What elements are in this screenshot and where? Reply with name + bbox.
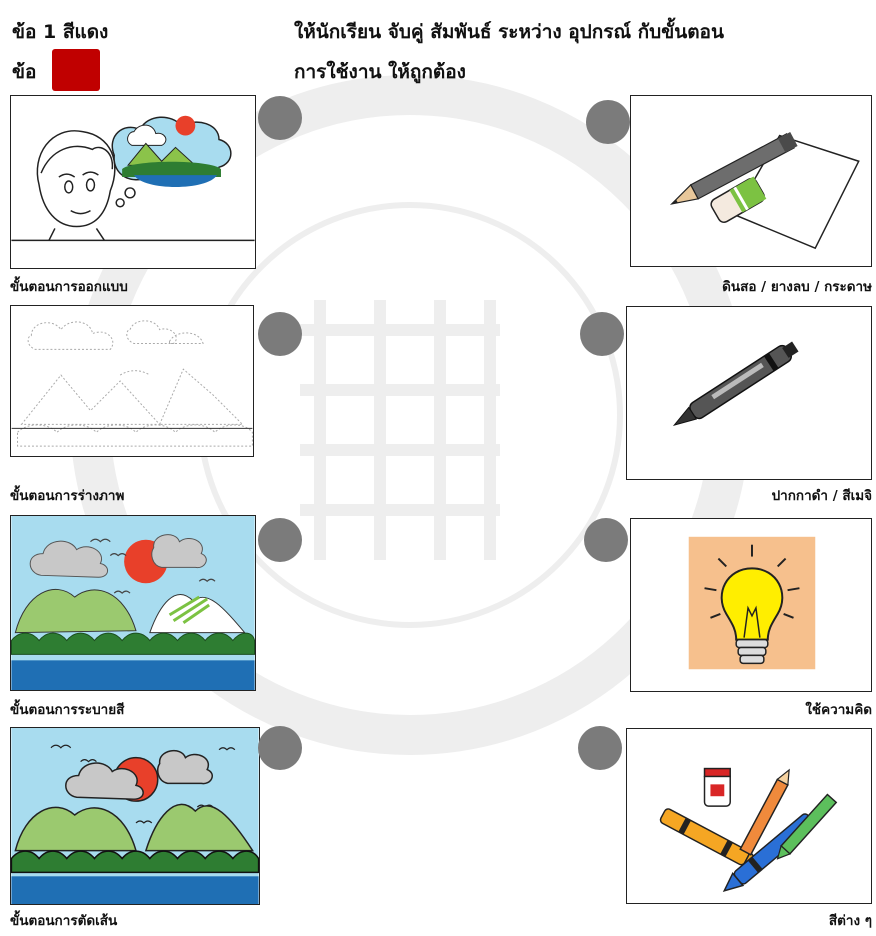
tool-3-connector-dot[interactable]	[584, 518, 628, 562]
tool-picture-light-bulb[interactable]	[630, 518, 872, 692]
tool-4-connector-dot[interactable]	[578, 726, 622, 770]
tool-3-caption: ใช้ความคิด	[805, 702, 872, 718]
step-1-caption: ขั้นตอนการออกแบบ	[10, 279, 128, 295]
tool-picture-pencil-eraser-paper[interactable]	[630, 95, 872, 267]
item-prefix: ข้อ	[12, 61, 37, 83]
step-picture-design[interactable]	[10, 95, 256, 269]
tool-1-caption: ดินสอ / ยางลบ / กระดาษ	[722, 279, 872, 295]
tool-2-connector-dot[interactable]	[580, 312, 624, 356]
light-bulb-picture	[631, 519, 871, 691]
step-picture-inking[interactable]	[10, 727, 260, 905]
boy-thinking-picture	[11, 96, 255, 268]
answer-color-swatch	[52, 49, 100, 91]
step-2-connector-dot[interactable]	[258, 312, 302, 356]
outlined-landscape-picture	[11, 728, 259, 904]
step-1-connector-dot[interactable]	[258, 96, 302, 140]
step-2-caption: ขั้นตอนการร่างภาพ	[10, 488, 125, 504]
step-4-connector-dot[interactable]	[258, 726, 302, 770]
tool-1-connector-dot[interactable]	[586, 100, 630, 144]
colored-landscape-picture	[11, 516, 255, 690]
pencil-eraser-paper-picture	[631, 96, 871, 266]
sketch-outline-picture	[11, 306, 253, 456]
tool-picture-crayons-paint[interactable]	[626, 728, 872, 904]
instruction-line-2: การใช้งาน ให้ถูกต้อง	[294, 61, 466, 83]
marker-pen-picture	[627, 307, 871, 479]
tool-picture-marker-pen[interactable]	[626, 306, 872, 480]
tool-2-caption: ปากกาดำ / สีเมจิ	[771, 488, 872, 504]
item-label: ข้อ 1 สีแดง	[12, 21, 109, 43]
tool-4-caption: สีต่าง ๆ	[828, 913, 872, 929]
step-picture-coloring[interactable]	[10, 515, 256, 691]
step-3-connector-dot[interactable]	[258, 518, 302, 562]
step-3-caption: ขั้นตอนการระบายสี	[10, 702, 125, 718]
instruction-line-1: ให้นักเรียน จับคู่ สัมพันธ์ ระหว่าง อุปกรณ์ กับขั้นตอน	[294, 21, 724, 43]
step-4-caption: ขั้นตอนการตัดเส้น	[10, 913, 118, 929]
step-picture-sketch[interactable]	[10, 305, 254, 457]
crayons-paint-picture	[627, 729, 871, 903]
